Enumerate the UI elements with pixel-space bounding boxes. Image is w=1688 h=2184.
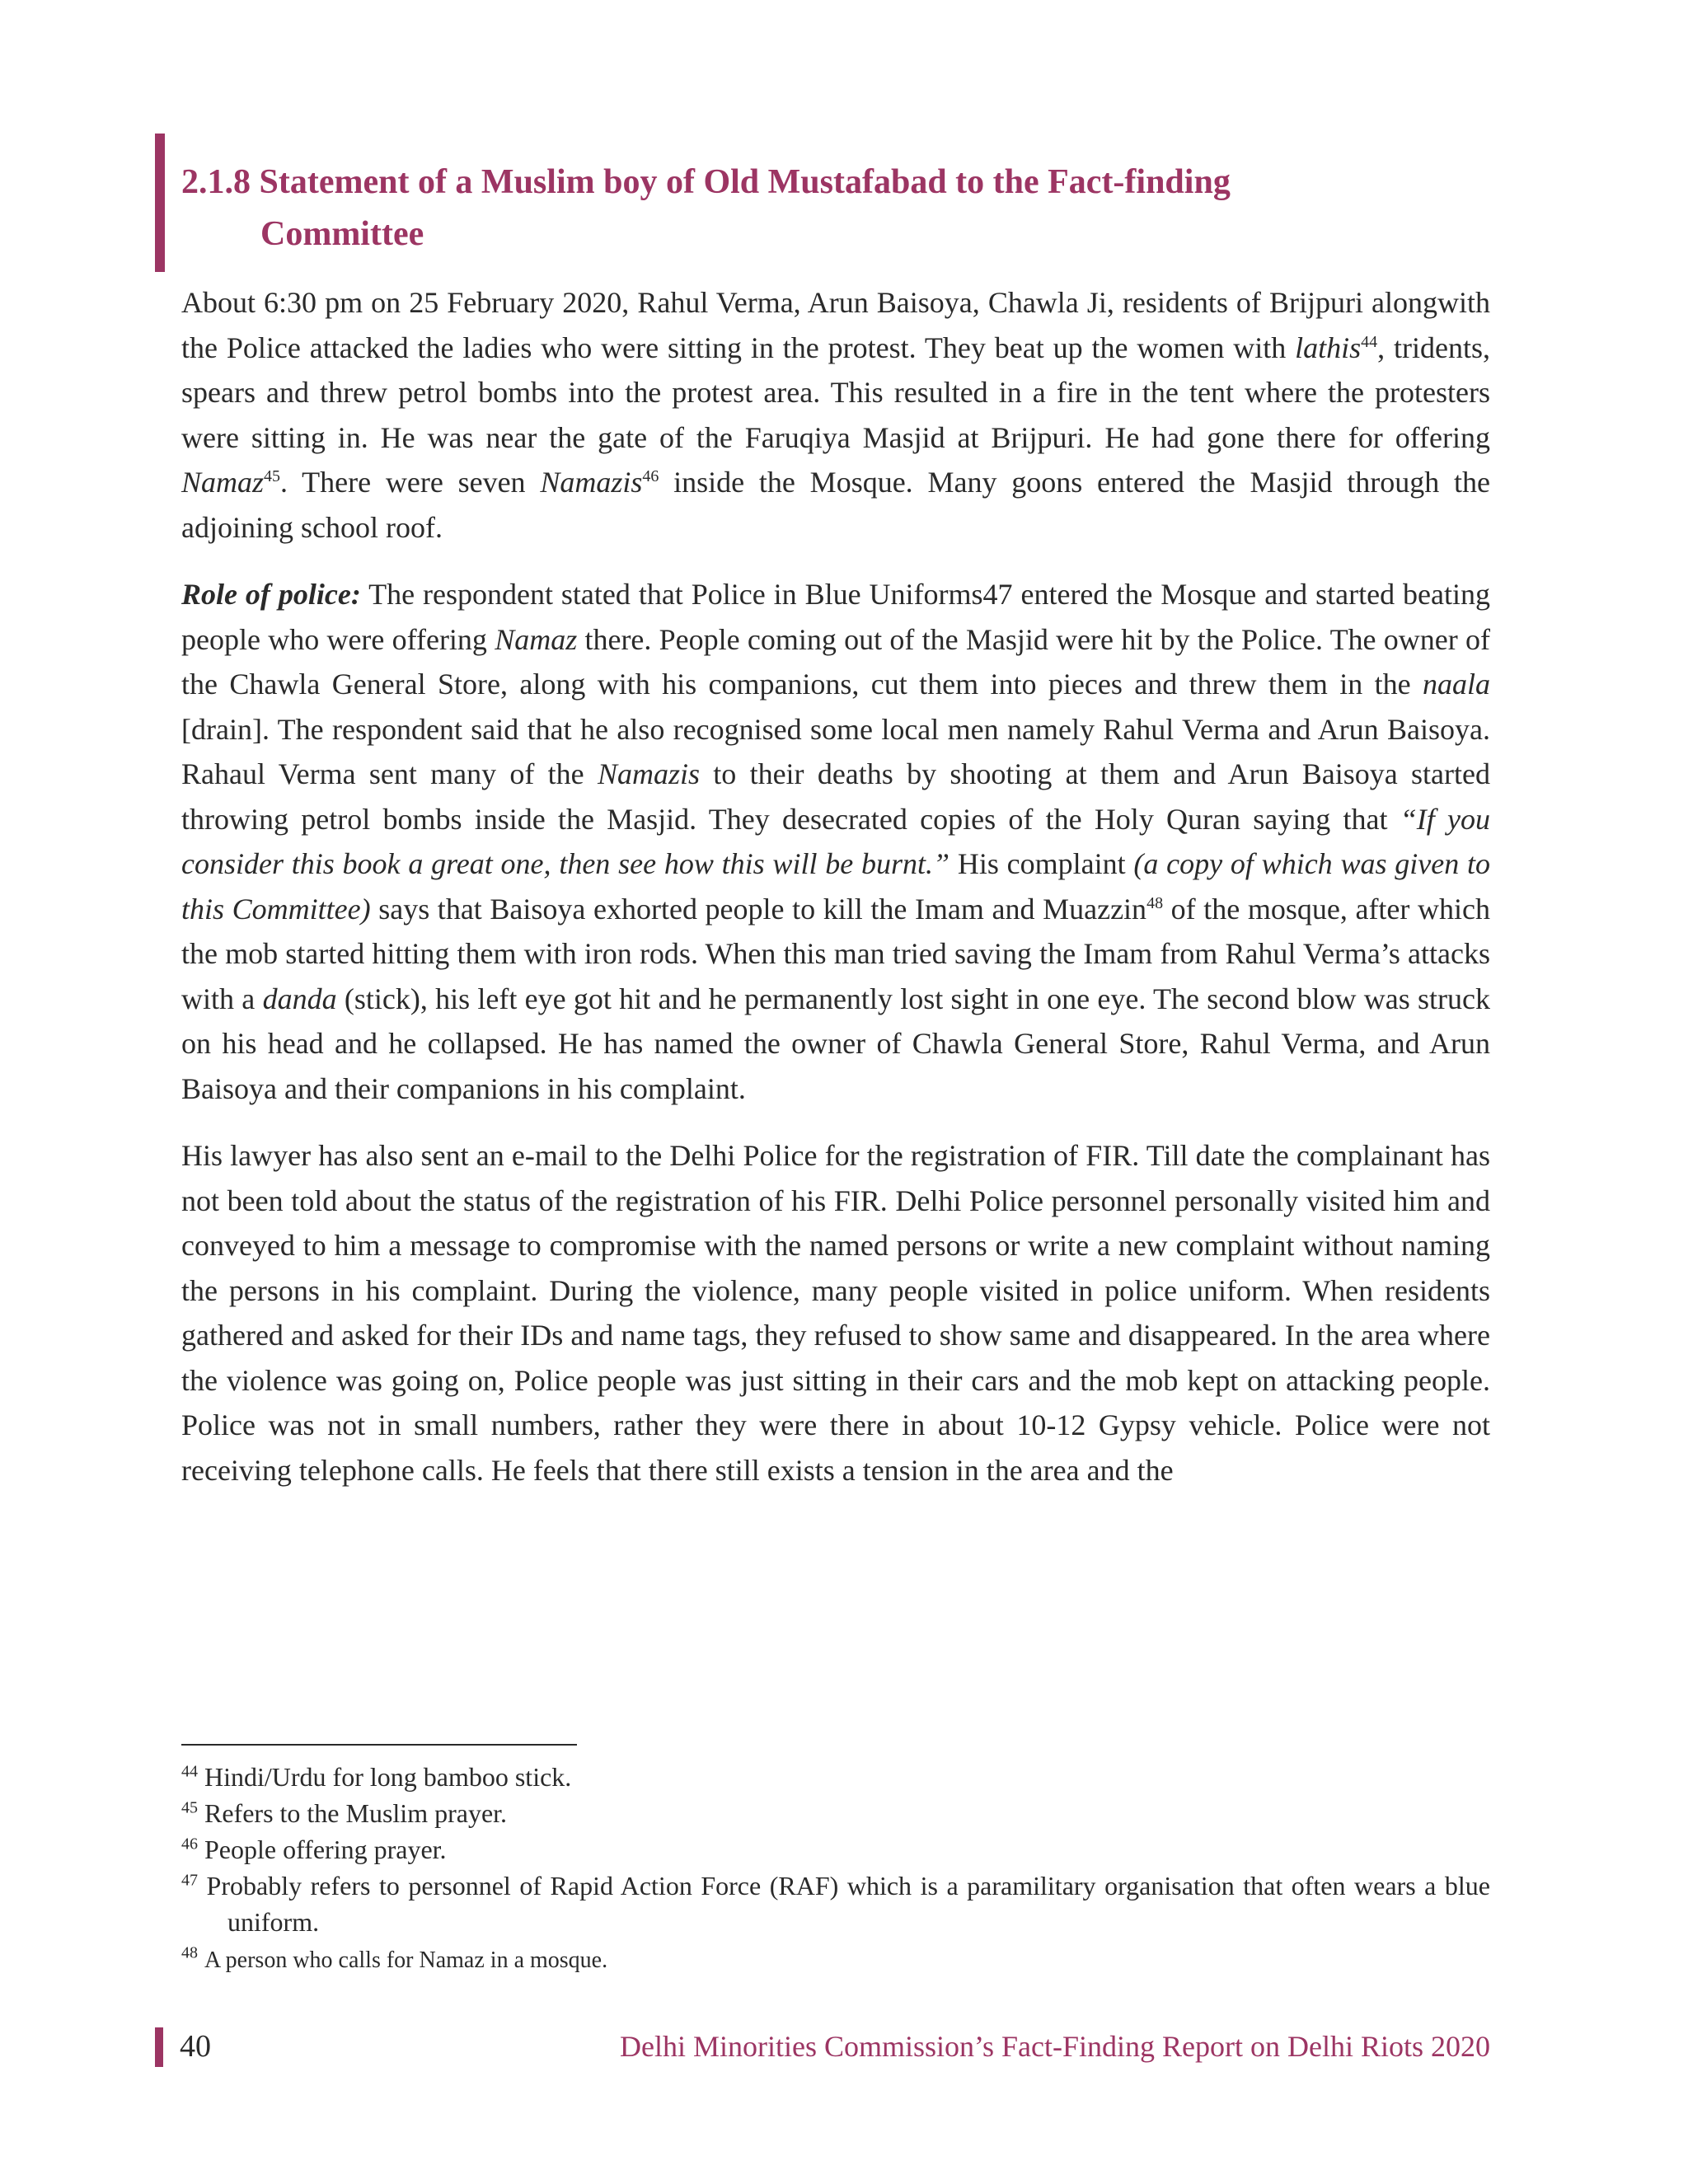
p1-text-2: , tridents, spears and threw petrol bombs into the protest area. This resulted in a fire in the tent where the protesters were sitting in. He was near the gate of the Faruqiya Masjid at Brijpuri. He had gone there for offering bbox=[181, 330, 1490, 454]
page-number: 40 bbox=[180, 2029, 211, 2064]
p2-text-8: (stick), his left eye got hit and he permanently lost sight in one eye. The second blow was struck on his head and he collapsed. He has named the owner of Chawla General Store, Rahul Verma, and Arun Baisoya and their companions in his complaint. bbox=[181, 982, 1491, 1105]
footnote-number: 44 bbox=[181, 1762, 198, 1781]
footnote-text: Probably refers to personnel of Rapid Action Force (RAF) which is a paramilitary organisation that often wears a blue uniform. bbox=[206, 1871, 1490, 1937]
footnote-number: 45 bbox=[181, 1798, 198, 1817]
p1-text-1: About 6:30 pm on 25 February 2020, Rahul Verma, Arun Baisoya, Chawla Ji, residents of Brijpuri alongwith the Police attacked the ladies who were sitting in the protest. They beat up the women with bbox=[181, 286, 1490, 364]
footnote-46 bbox=[181, 1831, 1490, 1868]
paragraph-1 bbox=[181, 280, 1490, 550]
footnote-ref-45: 45 bbox=[264, 467, 281, 485]
heading-accent-bar bbox=[155, 134, 165, 272]
footnote-separator bbox=[181, 1744, 577, 1746]
p1-text-3: . There were seven bbox=[280, 466, 541, 499]
footnote-44 bbox=[181, 1759, 1490, 1795]
p1-term-lathis: lathis bbox=[1295, 330, 1362, 364]
footnotes bbox=[181, 1759, 1490, 1979]
footnote-number: 48 bbox=[181, 1943, 198, 1962]
footnote-ref-48: 48 bbox=[1146, 893, 1164, 912]
footnote-45 bbox=[181, 1795, 1490, 1831]
p2-text-2: there. People coming out of the Masjid were hit by the Police. The owner of the Chawla General Store, along with his companions, cut them into pieces and threw them in the bbox=[181, 622, 1490, 701]
footnote-48 bbox=[181, 1940, 1490, 1979]
p2-copy-note: (a copy of which was given to this Committee) bbox=[181, 847, 1491, 926]
footnote-text: A person who calls for Namaz in a mosque. bbox=[204, 1947, 608, 1973]
footnote-text: People offering prayer. bbox=[204, 1835, 447, 1864]
footer-accent-bar bbox=[155, 2027, 163, 2067]
footnote-47 bbox=[181, 1868, 1490, 1940]
p2-quote: “If you consider this book a great one, then see how this will be burnt.” bbox=[181, 802, 1490, 880]
running-title: Delhi Minorities Commission’s Fact-Finding Report on Delhi Riots 2020 bbox=[619, 2030, 1490, 2063]
paragraph-2 bbox=[181, 572, 1490, 1111]
p2-text-4: to their deaths by shooting at them and Arun Baisoya started throwing petrol bombs inside the Masjid. They desecrated copies of the Holy Quran saying that bbox=[181, 757, 1490, 836]
p2-term-namazis: Namazis bbox=[597, 757, 700, 790]
p2-term-danda: danda bbox=[262, 982, 337, 1015]
p2-term-namaz: Namaz bbox=[495, 622, 578, 656]
footnote-ref-46: 46 bbox=[642, 467, 659, 485]
p2-text-5: His complaint bbox=[950, 847, 1134, 880]
body-text bbox=[181, 280, 1490, 1515]
footnote-text: Hindi/Urdu for long bamboo stick. bbox=[204, 1762, 572, 1792]
section-heading-line1: 2.1.8 Statement of a Muslim boy of Old Mustafabad to the Fact-finding bbox=[181, 163, 1231, 201]
p1-term-namaz: Namaz bbox=[181, 466, 265, 499]
footnote-number: 46 bbox=[181, 1835, 198, 1854]
p1-term-namazis: Namazis bbox=[540, 466, 643, 499]
footnote-number: 47 bbox=[181, 1871, 198, 1890]
p2-text-1: The respondent stated that Police in Blue Uniforms47 entered the Mosque and started beating people who were offering bbox=[181, 578, 1490, 656]
p2-label-role-of-police: Role of police: bbox=[181, 578, 361, 611]
section-heading bbox=[181, 157, 1517, 260]
footnote-text: Refers to the Muslim prayer. bbox=[204, 1798, 508, 1828]
p2-text-3: [drain]. The respondent said that he also recognised some local men namely Rahul Verma and Arun Baisoya. Rahaul Verma sent many of the bbox=[181, 712, 1490, 790]
footnote-ref-44: 44 bbox=[1361, 332, 1378, 351]
p2-text-7: of the mosque, after which the mob started hitting them with iron rods. When this man tried saving the Imam from Rahul Verma’s attacks with a bbox=[181, 892, 1490, 1015]
section-heading-line2: Committee bbox=[260, 215, 424, 253]
p2-term-naala: naala bbox=[1422, 668, 1490, 701]
p1-text-4: inside the Mosque. Many goons entered the Masjid through the adjoining school roof. bbox=[181, 466, 1490, 544]
paragraph-3: His lawyer has also sent an e-mail to the Delhi Police for the registration of FIR. Till date the complainant has not been told about the status of the registration of his FIR. Delhi Police personnel personally visited him and conveyed to him a message to compromise with the named persons or write a new complaint without naming the persons in his complaint. During the violence, many people visited in police uniform. When residents gathered and asked for their IDs and name tags, they refused to show same and disappeared. In the area where the violence was going on, Police people was just sitting in their cars and the mob kept on attacking people. Police was not in small numbers, rather they were there in about 10-12 Gypsy vehicle. Police were not receiving telephone calls. He feels that there still exists a tension in the area and the bbox=[181, 1139, 1490, 1487]
p2-text-6: says that Baisoya exhorted people to kill the Imam and Muazzin bbox=[370, 892, 1147, 926]
